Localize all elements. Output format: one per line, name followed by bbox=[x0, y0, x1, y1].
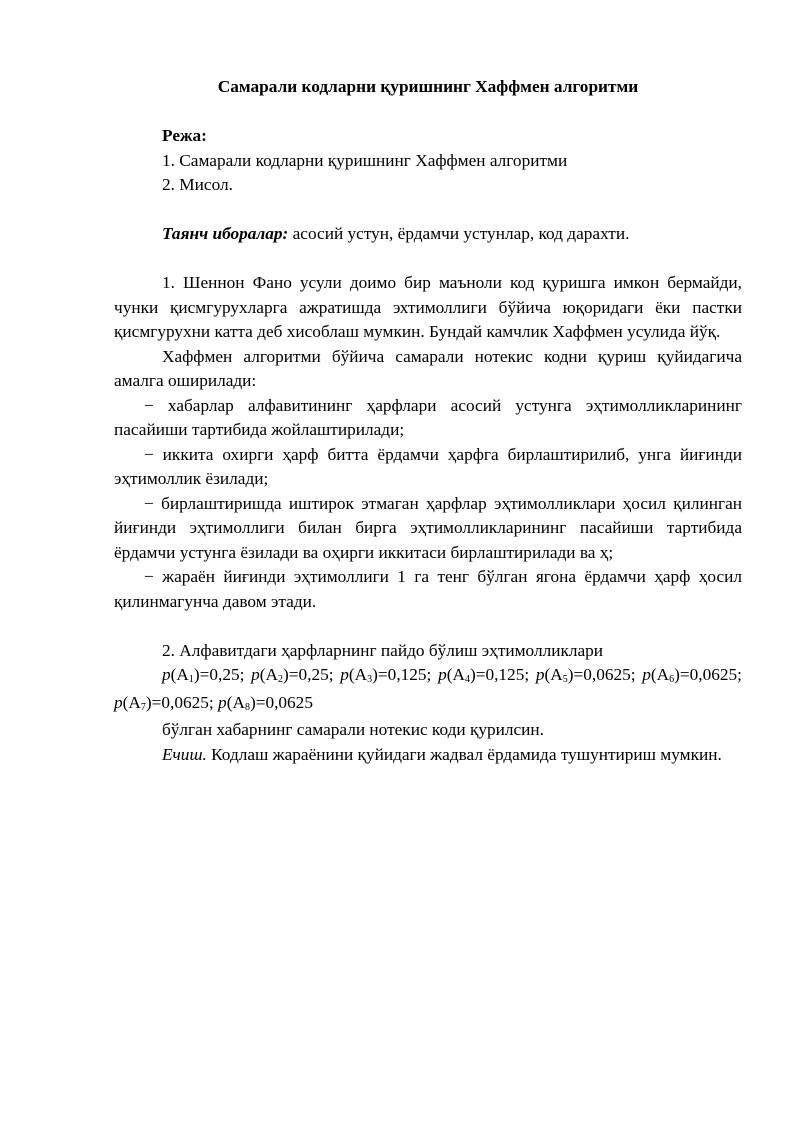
plan-section bbox=[114, 124, 742, 198]
section2-heading: 2. Алфавитдаги ҳарфларнинг пайдо бўлиш эҳтимолликлари bbox=[162, 640, 604, 660]
paragraph: Хаффмен алгоритми бўйича самарали нотекис кодни қуриш қуйидагича амалга оширилади: bbox=[114, 346, 742, 390]
list-item: − хабарлар алфавитининг ҳарфлари асосий устунга эҳтимолликларининг пасайиши тартибида жойлаштирилади; bbox=[114, 395, 742, 439]
plan-item: 1. Самарали кодларни қуришнинг Хаффмен алгоритми bbox=[162, 150, 568, 170]
plan-item: 2. Мисол. bbox=[162, 175, 233, 194]
probabilities-line bbox=[114, 663, 742, 718]
paragraph: 1. Шеннон Фано усули доимо бир маъноли код қуришга имкон бермайди, чунки қисмгурухларга ажратишда эхтимоллиги бўйича юқоридаги ёки пастки қисмгурухни катта деб хисоблаш мумкин. Бундай камчлик Хаффмен усулида йўқ. bbox=[114, 273, 742, 341]
solution-text: Кодлаш жараёнини қуйидаги жадвал ёрдамида тушунтириш мумкин. bbox=[206, 744, 722, 764]
probability-item: $p(A_7)=0,0625$; bbox=[114, 692, 214, 713]
solution-paragraph bbox=[114, 743, 742, 768]
keywords-line bbox=[114, 222, 742, 247]
list-item: − бирлаштиришда иштирок этмаган ҳарфлар эҳтимолликлари ҳосил қилинган йиғинди эҳтимоллиги билан бирга эҳтимолликларининг пасайиши тартибида ёрдамчи устунга ёзилади ва оҳирги иккитаси бирлаштирилади ва ҳ; bbox=[114, 493, 742, 562]
probability-item: $p(A_4)=0,125$; bbox=[438, 665, 530, 685]
solution-label: Ечиш. bbox=[162, 744, 207, 764]
probability-item: $p(A_3)=0,125$; bbox=[340, 665, 432, 685]
probability-item: $p(A_1)=0,25$; bbox=[162, 665, 245, 685]
keywords-text: асосий устун, ёрдамчи устунлар, код дарахти. bbox=[288, 224, 630, 243]
probability-item: $p(A_2)=0,25$; bbox=[251, 665, 334, 685]
document-page bbox=[114, 75, 742, 767]
list-item: − иккита охирги ҳарф битта ёрдамчи ҳарфга бирлаштирилиб, унга йиғинди эҳтимоллик ёзилади; bbox=[114, 444, 742, 488]
page-title: Самарали кодларни қуришнинг Хаффмен алгоритми bbox=[217, 77, 639, 96]
list-item: − жараён йиғинди эҳтимоллиги 1 га тенг бўлган ягона ёрдамчи ҳарф ҳосил қилинмагунча давом этади. bbox=[114, 567, 742, 611]
plan-heading: Режа: bbox=[162, 126, 207, 145]
paragraph: бўлган хабарнинг самарали нотекис коди қурилсин. bbox=[162, 720, 544, 739]
probability-item: $p(A_5)=0,0625$; bbox=[535, 665, 636, 685]
probability-item: $p(A_8)=0,0625$ bbox=[218, 692, 313, 713]
keywords-label: Таянч иборалар: bbox=[162, 224, 289, 243]
probability-item: $p(A_6)=0,0625$; bbox=[642, 665, 742, 685]
